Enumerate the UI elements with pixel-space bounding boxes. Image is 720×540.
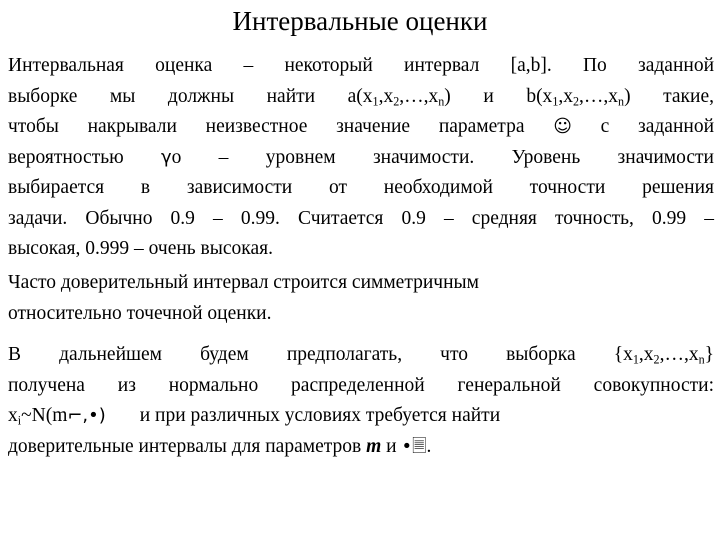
parameter-symbols: ⌐,•) — [67, 405, 106, 426]
text-line: В дальнейшем будем предполагать, что выборка $\{x_1,x_2,\dots,x_n\}$ — [8, 344, 714, 367]
text-line: выборке мы должны найти $a(x_1,x_2,\dots,x_n)$ и $b(x_1,x_2,\dots,x_n)$ такие, — [8, 85, 714, 108]
text-line: $x_i\sim N(m⌐,•)$ и при различных условиях требуется найти — [8, 405, 501, 428]
slide-title: Интервальные оценки — [232, 6, 488, 36]
text-line: вероятностью γo – уровнем значимости. Уровень значимости — [8, 146, 714, 168]
text-line: Часто доверительный интервал строится симметричным — [8, 272, 479, 293]
paragraph-symmetric-interval — [8, 268, 714, 329]
paragraph-normal-sample — [8, 340, 714, 462]
text-line: доверительные интервалы для параметров m и •🗏. — [8, 435, 432, 457]
gamma-symbol: γ — [161, 146, 172, 168]
text-line: получена из нормально распределенной генеральной совокупности: — [8, 374, 714, 396]
text-line: выбирается в зависимости от необходимой точности решения — [8, 177, 714, 198]
paragraph-interval-estimate — [8, 51, 714, 265]
text-line: относительно точечной оценки. — [8, 302, 272, 324]
sigma-squared-symbol: •🗏 — [401, 435, 427, 457]
text-line: чтобы накрывали неизвестное значение параметра ☺ с заданной — [8, 116, 714, 137]
text-line: Интервальная оценка – некоторый интервал [a,b]. По заданной — [8, 55, 714, 76]
text-line: задачи. Обычно 0.9 – 0.99. Считается 0.9 – средняя точность, 0.99 – — [8, 207, 714, 229]
smiley-symbol-icon: ☺ — [553, 116, 572, 137]
text-line: высокая, 0.999 – очень высокая. — [8, 238, 273, 259]
parameter-m: m — [366, 435, 382, 457]
